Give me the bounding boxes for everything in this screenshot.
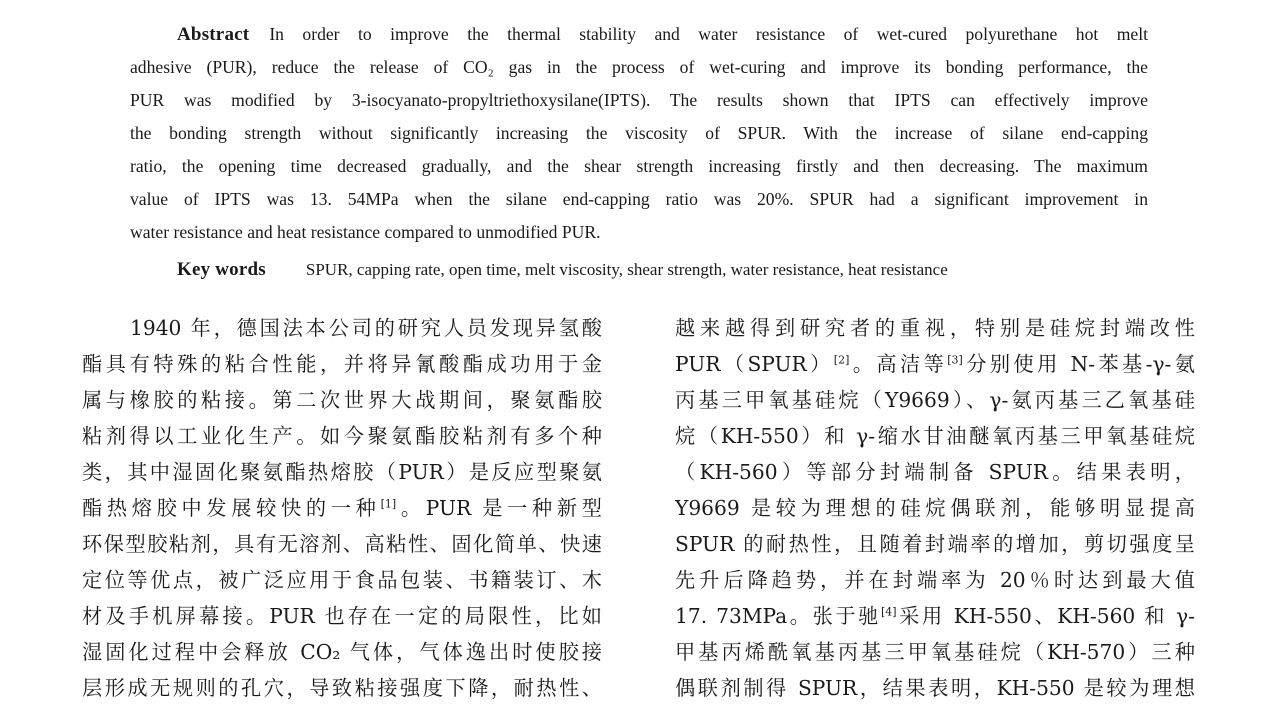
paragraph-line: 先升后降趋势，并在封端率为 20％时达到最大值 (675, 568, 1195, 592)
paragraph-text: 分别使用 N-苯基-γ-氨 (962, 352, 1195, 376)
abstract-label: Abstract (177, 24, 250, 45)
paragraph-line: 类，其中湿固化聚氨酯热熔胶（PUR）是反应型聚氨 (82, 460, 602, 484)
paragraph-text: 采用 KH-550、KH-560 和 γ- (896, 604, 1195, 628)
paragraph-line: 偶联剂制得 SPUR，结果表明，KH-550 是较为理想 (675, 676, 1195, 700)
abstract-line (130, 18, 1148, 51)
paragraph-line: 湿固化过程中会释放 CO₂ 气体，气体逸出时使胶接 (82, 640, 602, 664)
paragraph-line: 丙基三甲氧基硅烷（Y9669）、γ-氨丙基三乙氧基硅 (675, 388, 1195, 412)
abstract-line: the bonding strength without significantly increasing the viscosity of SPUR. With the increase of silane end-capping (130, 123, 1148, 143)
abstract-text: In order to improve the thermal stability and water resistance of wet-cured polyurethane hot melt (269, 24, 1148, 44)
abstract-line: ratio, the opening time decreased gradually, and the shear strength increasing firstly and then decreasing. The maximum (130, 156, 1148, 176)
paragraph-line: 定位等优点，被广泛应用于食品包装、书籍装订、木 (82, 568, 602, 592)
paragraph-text: 。PUR 是一种新型 (396, 496, 602, 520)
right-column (675, 310, 1195, 706)
abstract-line: value of IPTS was 13. 54MPa when the silane end-capping ratio was 20%. SPUR had a significant improvement in (130, 189, 1148, 209)
left-column (82, 310, 602, 706)
paragraph-line: 酯具有特殊的粘合性能，并将异氰酸酯成功用于金 (82, 352, 602, 376)
citation-ref[interactable]: [1] (380, 497, 397, 511)
paragraph-line: SPUR 的耐热性，且随着封端率的增加，剪切强度呈 (675, 532, 1195, 556)
keywords-text: SPUR, capping rate, open time, melt viscosity, shear strength, water resistance, heat resistance (305, 260, 948, 279)
paragraph-line: Y9669 是较为理想的硅烷偶联剂，能够明显提高 (675, 496, 1195, 520)
paragraph-line (675, 598, 1195, 634)
abstract-line: adhesive (PUR), reduce the release of CO₂ gas in the process of wet-curing and improve its bonding performance, the (130, 57, 1148, 77)
keywords-section (177, 253, 948, 287)
citation-ref[interactable]: [3] (947, 353, 963, 367)
paragraph-line: 1940 年，德国法本公司的研究人员发现异氢酸 (130, 316, 602, 340)
paragraph-line: （KH-560）等部分封端制备 SPUR。结果表明， (675, 460, 1195, 484)
citation-ref[interactable]: [2] (833, 353, 850, 367)
paragraph-line: 烷（KH-550）和 γ-缩水甘油醚氧丙基三甲氧基硅烷 (675, 424, 1195, 448)
paragraph-line (82, 490, 602, 526)
citation-ref[interactable]: [4] (880, 605, 897, 619)
paragraph-text: 酯热熔胶中发展较快的一种 (82, 496, 381, 520)
paragraph-line (675, 346, 1195, 382)
paragraph-text: 17. 73MPa。张于驰 (675, 604, 881, 628)
paragraph-line: 材及手机屏幕接。PUR 也存在一定的局限性，比如 (82, 604, 602, 628)
keywords-label: Key words (177, 259, 266, 280)
abstract-section (130, 18, 1148, 249)
paragraph-text: PUR（SPUR） (675, 352, 834, 376)
paragraph-text: 。高洁等 (849, 352, 948, 376)
paragraph-line: 层形成无规则的孔穴，导致粘接强度下降，耐热性、 (82, 676, 602, 700)
paragraph-line: 环保型胶粘剂，具有无溶剂、高粘性、固化简单、快速 (82, 532, 602, 556)
abstract-line: water resistance and heat resistance compared to unmodified PUR. (130, 222, 601, 242)
paragraph-line: 越来越得到研究者的重视，特别是硅烷封端改性 (675, 316, 1195, 340)
paragraph-line: 属与橡胶的粘接。第二次世界大战期间，聚氨酯胶 (82, 388, 602, 412)
abstract-line: PUR was modified by 3-isocyanato-propyltriethoxysilane(IPTS). The results shown that IPTS can effectively improve (130, 90, 1148, 110)
paragraph-line: 粘剂得以工业化生产。如今聚氨酯胶粘剂有多个种 (82, 424, 602, 448)
paragraph-line: 甲基丙烯酰氧基丙基三甲氧基硅烷（KH-570）三种 (675, 640, 1195, 664)
